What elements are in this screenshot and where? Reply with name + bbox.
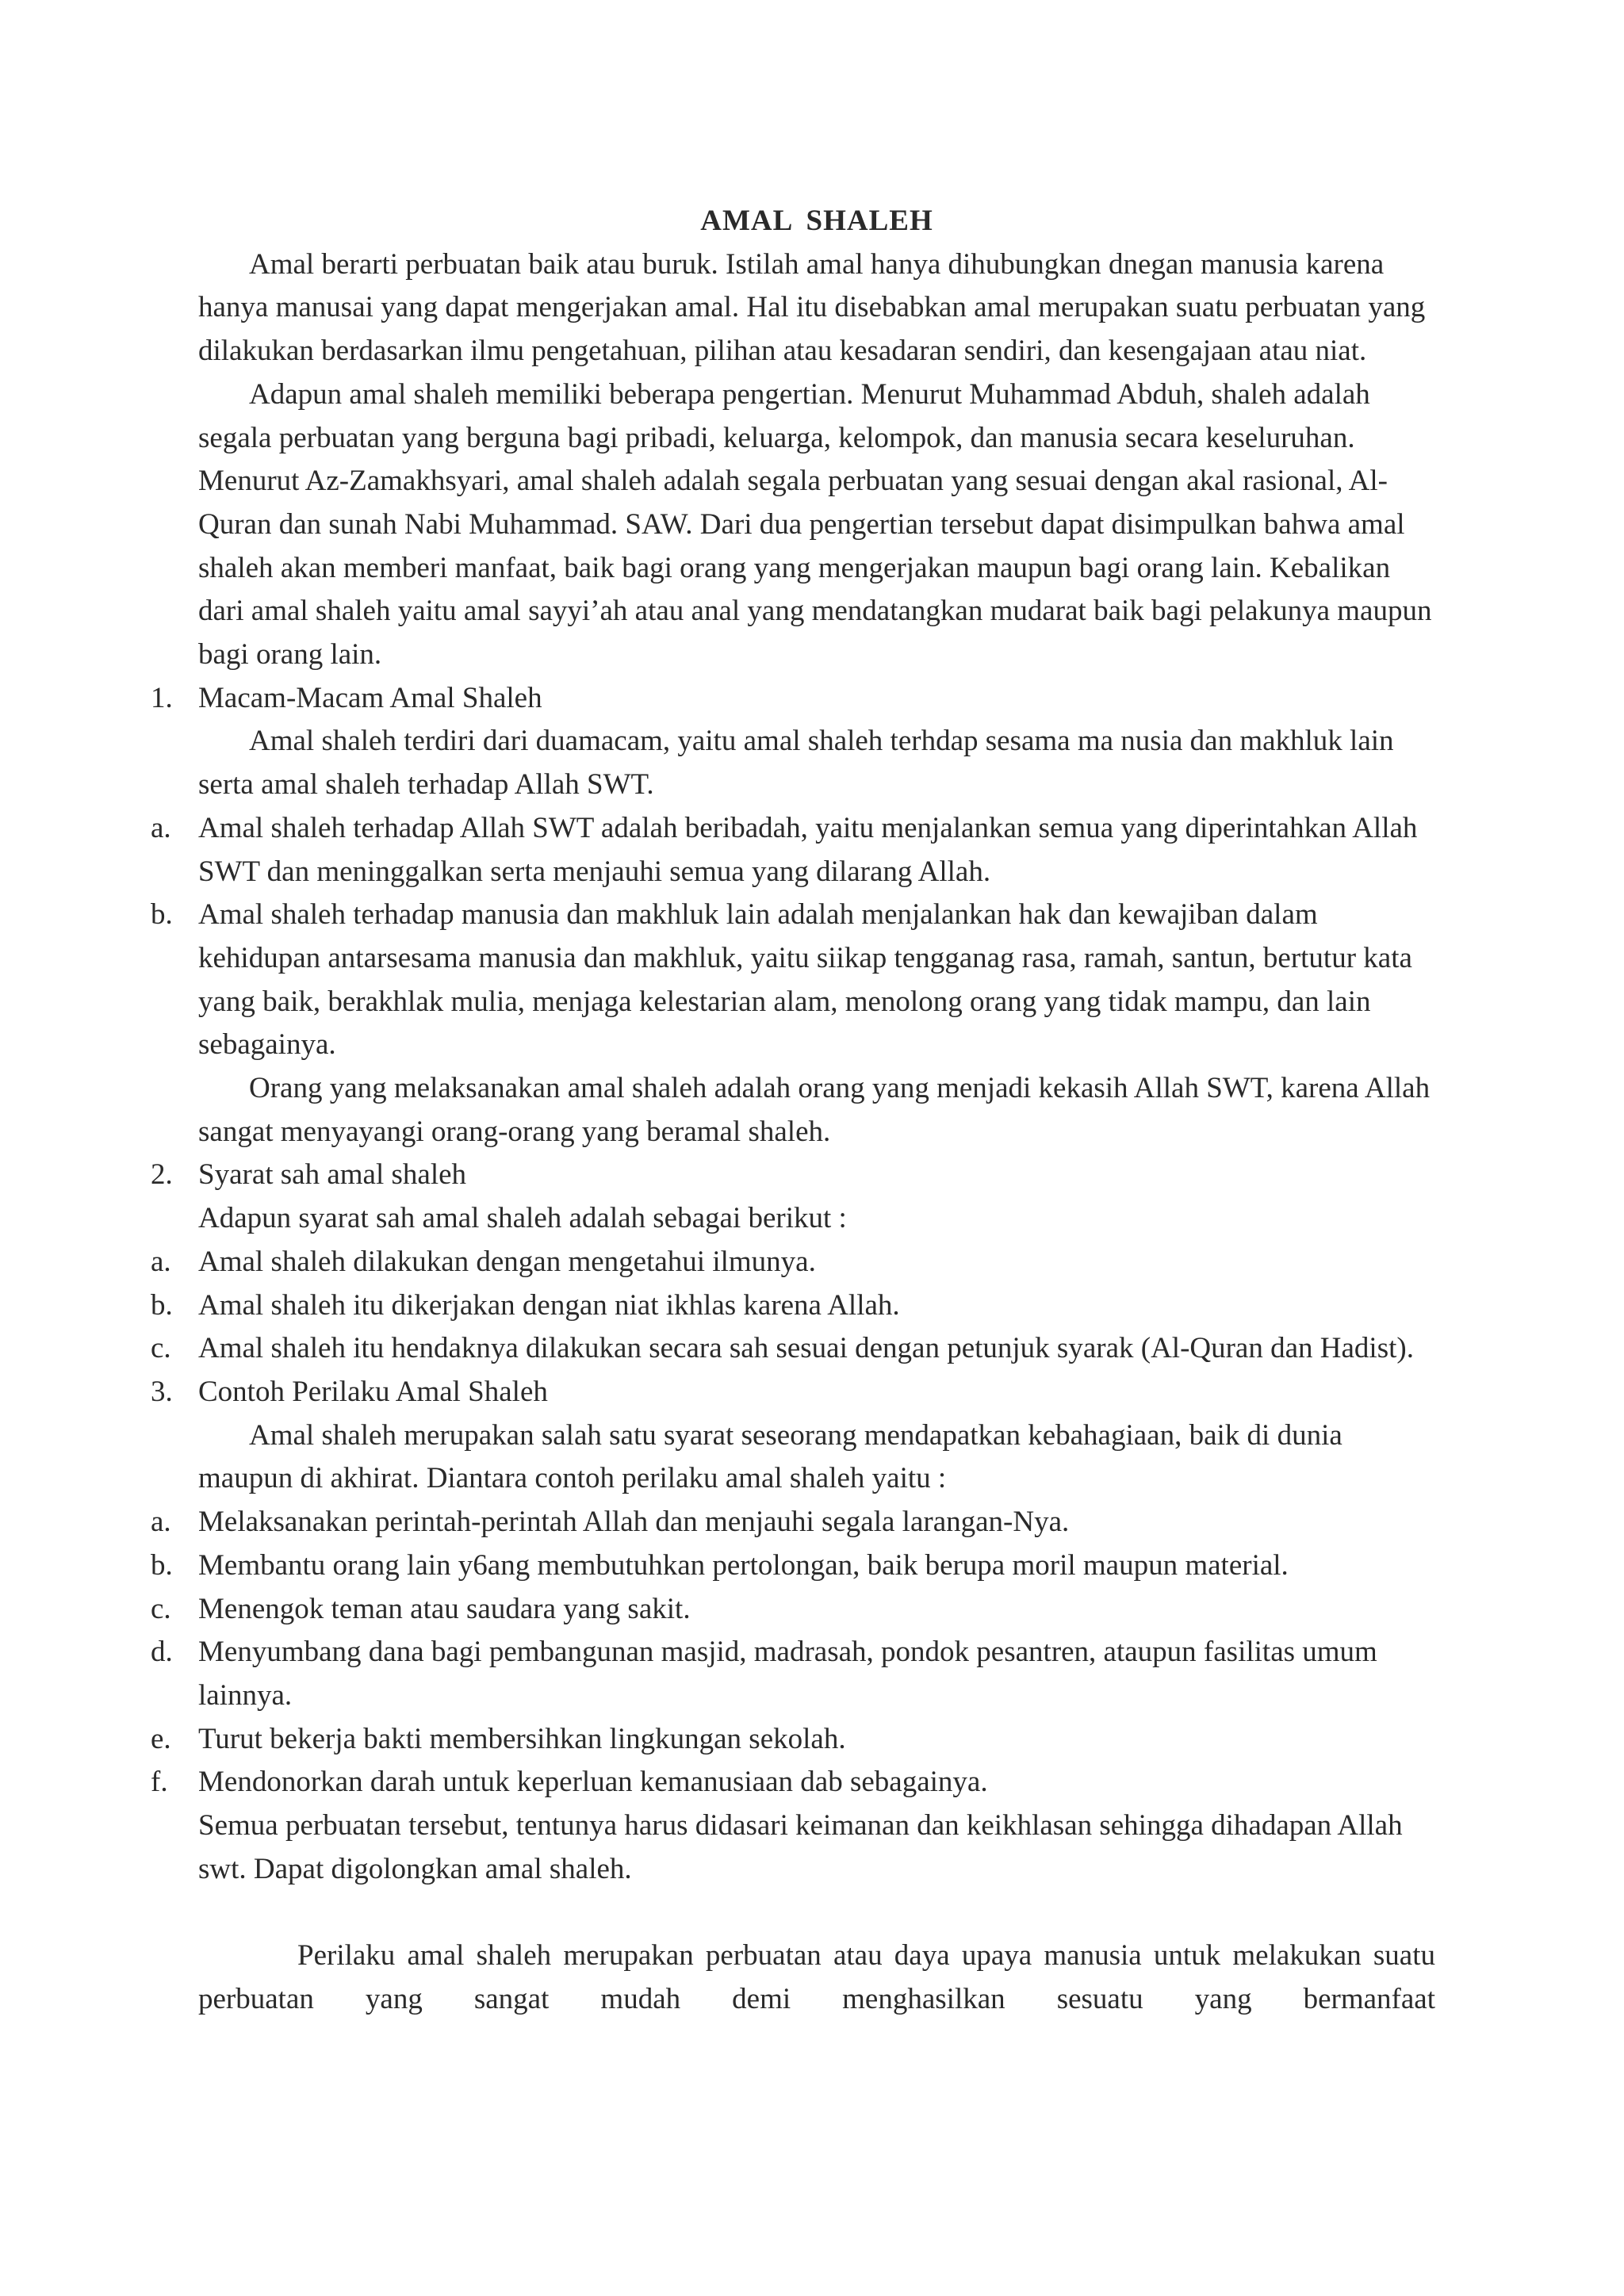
section-3-closing: Semua perbuatan tersebut, tentunya harus didasari keimanan dan keikhlasan sehingga dihadapan Allah swt. Dapat digolongkan amal shaleh. bbox=[198, 1809, 1403, 1885]
section-1-item-a-text: Amal shaleh terhadap Allah SWT adalah beribadah, yaitu menjalankan semua yang diperintahkan Allah SWT dan meninggalkan serta menjauhi semua yang dilarang Allah. bbox=[198, 811, 1418, 888]
final-paragraph: Perilaku amal shaleh merupakan perbuatan atau daya upaya manusia untuk melakukan suatu perbuatan yang sangat mudah demi menghasilkan sesuatu yang bermanfaat bbox=[198, 1939, 1435, 2015]
section-2-intro: Adapun syarat sah amal shaleh adalah sebagai berikut : bbox=[198, 1202, 847, 1235]
section-3-item-a-text: Melaksanakan perintah-perintah Allah dan menjauhi segala larangan-Nya. bbox=[198, 1506, 1070, 1539]
section-1-item-b-marker: b. bbox=[151, 898, 173, 932]
section-2-item-c-marker: c. bbox=[151, 1332, 171, 1365]
section-2-item-c-text: Amal shaleh itu hendaknya dilakukan secara sah sesuai dengan petunjuk syarak (Al-Quran dan Hadist). bbox=[198, 1332, 1414, 1365]
section-3-item-b bbox=[151, 1544, 1435, 1588]
section-1-item-b bbox=[151, 894, 1435, 1067]
section-2-item-b-marker: b. bbox=[151, 1288, 173, 1322]
section-3-item-c bbox=[151, 1588, 1435, 1632]
intro-paragraph-2: Adapun amal shaleh memiliki beberapa pengertian. Menurut Muhammad Abduh, shaleh adalah segala perbuatan yang berguna bagi pribadi, keluarga, kelompok, dan manusia secara keseluruhan. Menurut Az-Zamakhsyari, amal shaleh adalah segala perbuatan yang sesuai dengan akal rasional, Al-Quran dan sunah Nabi Muhammad. SAW. Dari dua pengertian tersebut dapat disimpulkan bahwa amal shaleh akan memberi manfaat, baik bagi orang yang mengerjakan maupun bagi orang lain. Kebalikan dari amal shaleh yaitu amal sayyi’ah atau anal yang mendatangkan mudarat baik bagi pelakunya maupun bagi orang lain. bbox=[198, 377, 1432, 672]
section-3-heading bbox=[151, 1371, 1435, 1414]
section-3-item-a-marker: a. bbox=[151, 1506, 171, 1539]
section-2-item-c bbox=[151, 1327, 1435, 1371]
section-3-item-e bbox=[151, 1718, 1435, 1762]
section-1-heading bbox=[151, 677, 1435, 721]
intro-paragraph-1: Amal berarti perbuatan baik atau buruk. Istilah amal hanya dihubungkan dnegan manusia karena hanya manusai yang dapat mengerjakan amal. Hal itu disebabkan amal merupakan suatu perbuatan yang dilakukan berdasarkan ilmu pengetahuan, pilihan atau kesadaran sendiri, dan kesengajaan atau niat. bbox=[198, 247, 1426, 368]
section-3-item-b-text: Membantu orang lain y6ang membutuhkan pertolongan, baik berupa moril maupun material. bbox=[198, 1548, 1289, 1582]
section-3-item-c-marker: c. bbox=[151, 1592, 171, 1625]
section-3-heading-text: Contoh Perilaku Amal Shaleh bbox=[198, 1375, 548, 1408]
section-2-item-a-marker: a. bbox=[151, 1245, 171, 1278]
document-title: AMAL SHALEH bbox=[700, 205, 933, 237]
section-3-item-a bbox=[151, 1501, 1435, 1544]
section-1-closing: Orang yang melaksanakan amal shaleh adalah orang yang menjadi kekasih Allah SWT, karena Allah sangat menyayangi orang-orang yang beramal shaleh. bbox=[198, 1072, 1431, 1148]
section-3-item-b-marker: b. bbox=[151, 1548, 173, 1582]
section-1-item-a bbox=[151, 807, 1435, 894]
section-2-item-b bbox=[151, 1284, 1435, 1328]
section-3-item-f-marker: f. bbox=[151, 1766, 168, 1799]
section-3-item-c-text: Menengok teman atau saudara yang sakit. bbox=[198, 1592, 691, 1625]
section-2-item-a bbox=[151, 1241, 1435, 1284]
section-1-intro: Amal shaleh terdiri dari duamacam, yaitu amal shaleh terhdap sesama ma nusia dan makhluk lain serta amal shaleh terhadap Allah SWT. bbox=[198, 725, 1394, 802]
section-3-item-d bbox=[151, 1631, 1435, 1717]
section-1-item-a-marker: a. bbox=[151, 811, 171, 844]
section-1-heading-text: Macam-Macam Amal Shaleh bbox=[198, 681, 542, 714]
section-2-heading bbox=[151, 1154, 1435, 1197]
section-2-marker: 2. bbox=[151, 1158, 173, 1192]
paragraph-gap bbox=[198, 1891, 1435, 1934]
section-2-item-b-text: Amal shaleh itu dikerjakan dengan niat ikhlas karena Allah. bbox=[198, 1288, 900, 1322]
section-3-item-d-marker: d. bbox=[151, 1636, 173, 1669]
section-3-marker: 3. bbox=[151, 1375, 173, 1408]
section-1-item-b-text: Amal shaleh terhadap manusia dan makhluk lain adalah menjalankan hak dan kewajiban dalam kehidupan antarsesama manusia dan makhluk, yaitu siikap tengganag rasa, ramah, santun, bertutur kata yang baik, berakhlak mulia, menjaga kelestarian alam, menolong orang yang tidak mampu, dan lain sebagainya. bbox=[198, 898, 1412, 1062]
section-3-intro: Amal shaleh merupakan salah satu syarat seseorang mendapatkan kebahagiaan, baik di dunia maupun di akhirat. Diantara contoh perilaku amal shaleh yaitu : bbox=[198, 1418, 1342, 1495]
section-3-item-f-text: Mendonorkan darah untuk keperluan kemanusiaan dab sebagainya. bbox=[198, 1766, 988, 1799]
section-3-item-e-marker: e. bbox=[151, 1722, 171, 1755]
section-3-item-d-text: Menyumbang dana bagi pembangunan masjid, madrasah, pondok pesantren, ataupun fasilitas umum lainnya. bbox=[198, 1636, 1377, 1712]
section-3-item-f bbox=[151, 1761, 1435, 1804]
section-2-heading-text: Syarat sah amal shaleh bbox=[198, 1158, 467, 1192]
section-2-item-a-text: Amal shaleh dilakukan dengan mengetahui ilmunya. bbox=[198, 1245, 816, 1278]
section-1-marker: 1. bbox=[151, 681, 173, 714]
section-3-item-e-text: Turut bekerja bakti membersihkan lingkungan sekolah. bbox=[198, 1722, 846, 1755]
document-body bbox=[151, 200, 1435, 2022]
